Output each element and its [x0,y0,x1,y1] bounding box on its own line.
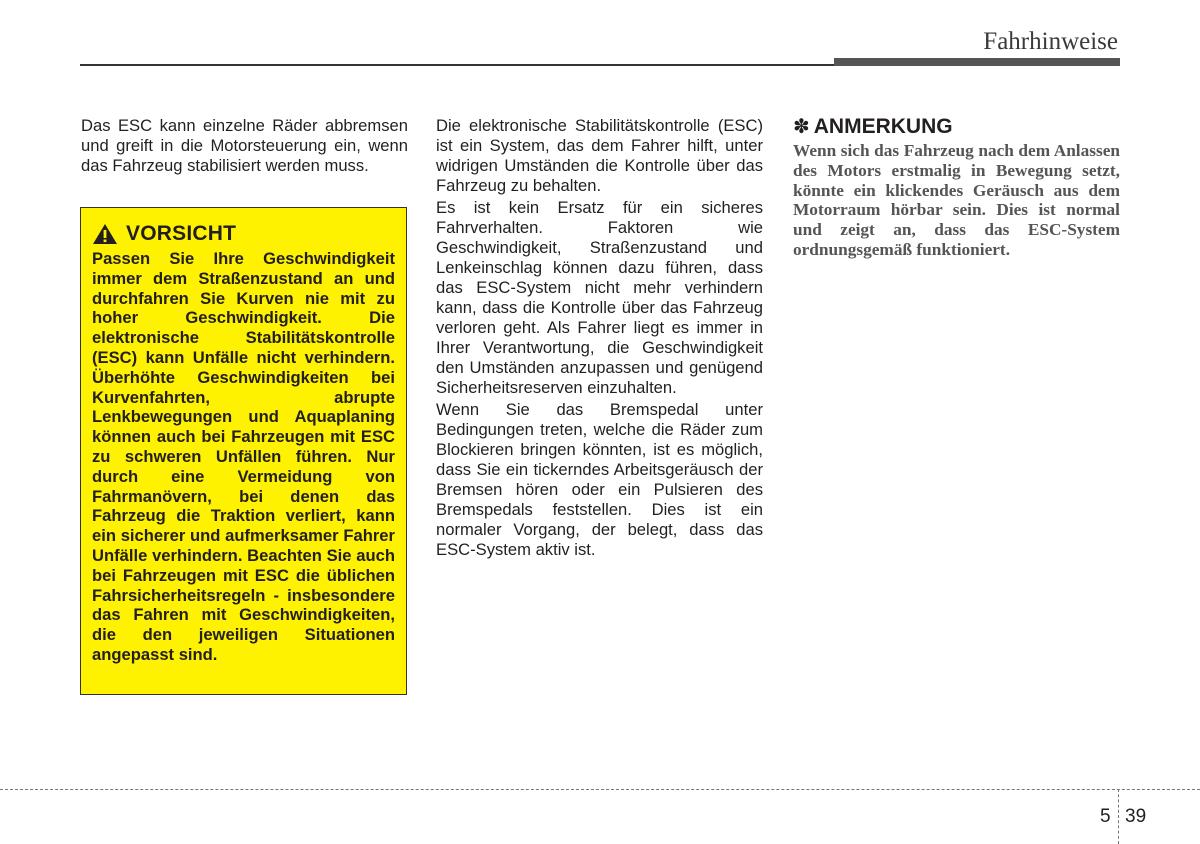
page-number: 39 [1125,806,1147,827]
note-header [793,115,1120,139]
header-rule-accent [834,58,1120,66]
warning-triangle-icon [92,223,118,245]
page-header-title: Fahrhinweise [983,28,1118,55]
esc-safety-paragraph: Es ist kein Ersatz für ein sicheres Fahrverhalten. Faktoren wie Geschwindigkeit, Straßenzustand und Lenkeinschlag können dazu führen, dass das ESC-System nicht mehr verhindern kann, dass die Kontrolle über das Fahrzeug verloren geht. Als Fahrer liegt es immer in Ihrer Verantwortung, die Geschwindigkeit den Umständen anzupassen und genügend Sicherheitsreserven einzuhalten. [436,198,763,397]
esc-description-paragraph: Die elektronische Stabilitätskontrolle (ESC) ist ein System, das dem Fahrer hilft, unter widrigen Umständen die Kontrolle über das Fahrzeug zu behalten. [436,116,763,195]
note-text: Wenn sich das Fahrzeug nach dem Anlassen des Motors erstmalig in Bewegung setzt, könnte ein klickendes Geräusch aus dem Motorraum hörbar sein. Dies ist normal und zeigt an, dass das ESC-System ordnungsgemäß funktioniert. [793,141,1120,259]
footer-divider [0,789,1200,790]
asterisk-icon: ✽ [793,116,810,138]
note-title: ANMERKUNG [813,115,953,138]
chapter-number: 5 [1100,806,1111,827]
warning-header [92,222,395,246]
note-section [793,115,1120,260]
intro-paragraph: Das ESC kann einzelne Räder abbremsen und greift in die Motorsteuerung ein, wenn das Fahrzeug stabilisiert werden muss. [81,116,408,175]
header-rule [80,64,836,66]
warning-box [80,207,407,695]
page-number-divider [1118,789,1119,844]
brake-pedal-paragraph: Wenn Sie das Bremspedal unter Bedingungen treten, welche die Räder zum Blockieren bringen könnten, ist es möglich, dass Sie ein tickerndes Arbeitsgeräusch der Bremsen hören oder ein Pulsieren des Bremspedals feststellen. Dies ist ein normaler Vorgang, der belegt, dass das ESC-System aktiv ist. [436,400,763,559]
warning-text: Passen Sie Ihre Geschwindigkeit immer dem Straßenzustand an und durchfahren Sie Kurven nie mit zu hoher Geschwindigkeit. Die elektronische Stabilitätskontrolle (ESC) kann Unfälle nicht verhindern. Überhöhte Geschwindigkeiten bei Kurvenfahrten, abrupte Lenkbewegungen und Aquaplaning können auch bei Fahrzeugen mit ESC zu schweren Unfällen führen. Nur durch eine Vermeidung von Fahrmanövern, bei denen das Fahrzeug die Traktion verliert, kann ein sicherer und aufmerksamer Fahrer Unfälle verhindern. Beachten Sie auch bei Fahrzeugen mit ESC die üblichen Fahrsicherheitsregeln - insbesondere das Fahren mit Geschwindigkeiten, die den jeweiligen Situationen angepasst sind. [92,249,395,664]
warning-title: VORSICHT [126,222,237,245]
middle-column [436,116,763,562]
